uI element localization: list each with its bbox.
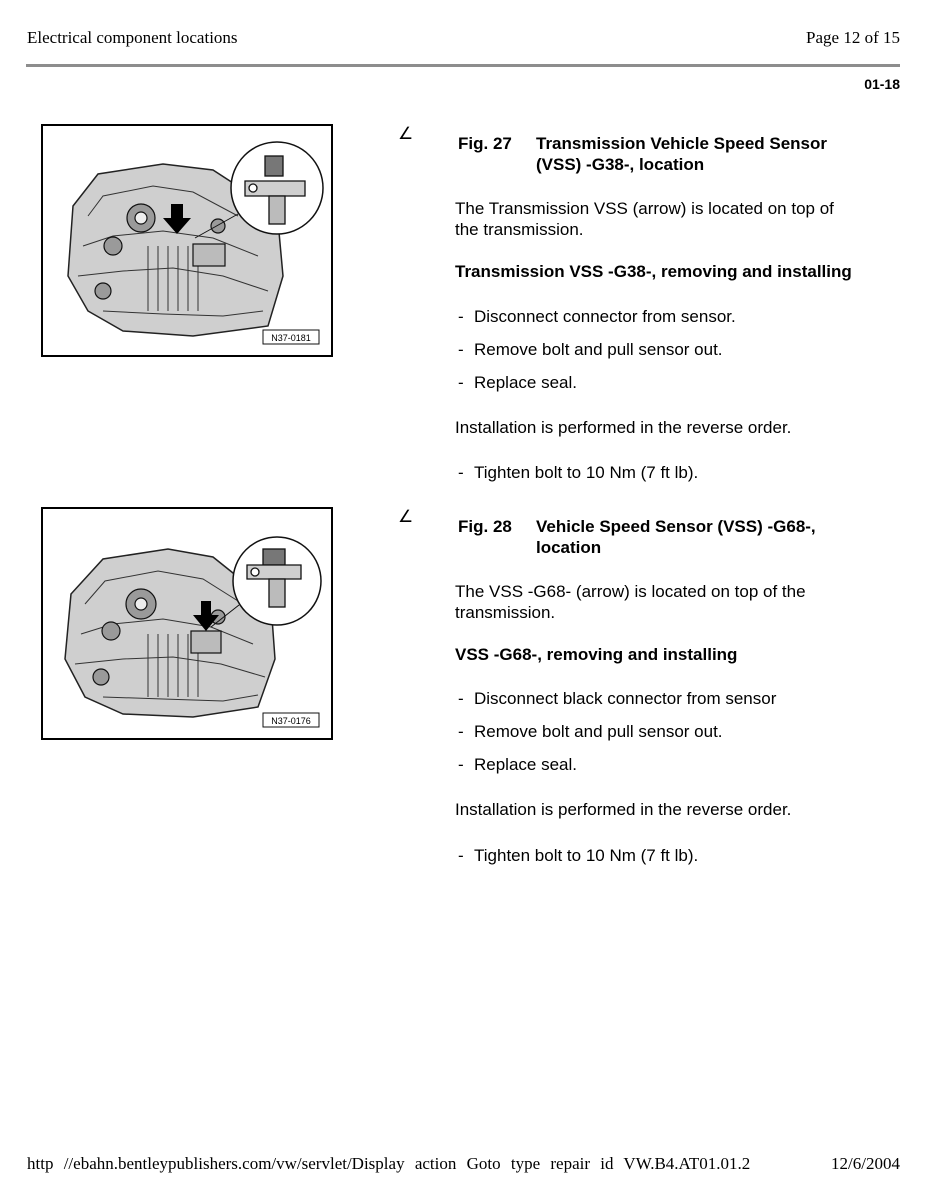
figure-27-description-line1: The Transmission VSS (arrow) is located on top of [455, 199, 834, 218]
list-item: - Disconnect black connector from sensor [458, 689, 777, 708]
footer-date: 12/6/2004 [831, 1154, 900, 1173]
step-text: Disconnect connector from sensor. [474, 307, 736, 326]
transmission-drawing-g68 [43, 509, 331, 738]
figure-27-code-label: N37-0181 [271, 333, 311, 343]
step-text: Remove bolt and pull sensor out. [474, 340, 723, 359]
figure-27-title-line2: (VSS) -G38-, location [536, 155, 705, 174]
figure-27-description-line2: the transmission. [455, 220, 584, 239]
figure-27-illustration [41, 124, 333, 357]
footer-url: http //ebahn.bentleypublishers.com/vw/servlet/Display action Goto type repair id VW.B4.AT01.01.2 [27, 1154, 751, 1173]
figure-28-number: Fig. 28 [458, 517, 512, 536]
step-text: Replace seal. [474, 373, 578, 392]
figure-28-title-line2: location [536, 538, 602, 557]
figure-28-procedure-heading: VSS -G68-, removing and installing [455, 645, 738, 664]
figure-28-pointer-icon: ∠ [398, 507, 414, 526]
figure-28-installation-note: Installation is performed in the reverse order. [455, 800, 792, 819]
figure-28-description [455, 581, 895, 623]
list-item: - Replace seal. [458, 755, 578, 774]
step-text: Remove bolt and pull sensor out. [474, 722, 723, 741]
step-text: Tighten bolt to 10 Nm (7 ft lb). [474, 846, 699, 865]
section-code: 01-18 [864, 76, 900, 92]
transmission-drawing-g38 [43, 126, 331, 355]
figure-27-caption [458, 133, 898, 177]
page-number: Page 12 of 15 [806, 28, 900, 47]
figure-28-caption [458, 516, 898, 560]
list-item: - Replace seal. [458, 373, 578, 392]
document-title: Electrical component locations [27, 28, 238, 47]
list-item: - Tighten bolt to 10 Nm (7 ft lb). [458, 463, 699, 482]
figure-27-description [455, 198, 895, 240]
step-text: Tighten bolt to 10 Nm (7 ft lb). [474, 463, 699, 482]
list-item: - Remove bolt and pull sensor out. [458, 722, 723, 741]
list-item: - Disconnect connector from sensor. [458, 307, 736, 326]
figure-28-title [536, 516, 876, 558]
figure-27-pointer-icon: ∠ [398, 124, 414, 143]
figure-28-description-line2: transmission. [455, 603, 556, 622]
figure-27-number: Fig. 27 [458, 134, 512, 153]
step-text: Disconnect black connector from sensor [474, 689, 777, 708]
list-item: - Remove bolt and pull sensor out. [458, 340, 723, 359]
step-text: Replace seal. [474, 755, 578, 774]
figure-27-title [536, 133, 876, 175]
list-item: - Tighten bolt to 10 Nm (7 ft lb). [458, 846, 699, 865]
figure-27-title-line1: Transmission Vehicle Speed Sensor [536, 134, 828, 153]
figure-28-code-label: N37-0176 [271, 716, 311, 726]
figure-28-illustration [41, 507, 333, 740]
figure-27-installation-note: Installation is performed in the reverse order. [455, 418, 792, 437]
figure-28-description-line1: The VSS -G68- (arrow) is located on top of the [455, 582, 806, 601]
figure-27-procedure-heading: Transmission VSS -G38-, removing and installing [455, 262, 852, 281]
figure-28-title-line1: Vehicle Speed Sensor (VSS) -G68-, [536, 517, 816, 536]
header-divider [26, 64, 900, 67]
